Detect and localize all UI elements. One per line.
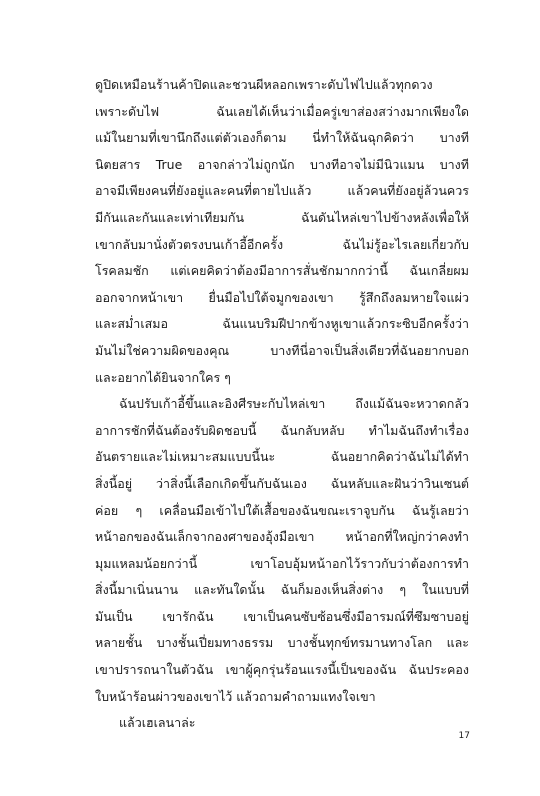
- paragraph-first-line: แล้วเฮเลนาล่ะ: [119, 715, 196, 731]
- text-line: สิ่งนี้อยู่ ว่าสิ่งนี้เลือกเกิดขึ้นกับฉันเอง ฉันหลับและฝันว่าวินเซนต์: [95, 475, 469, 491]
- text-line: เขากลับมานั่งตัวตรงบนเก้าอี้อีกครั้ง ฉันไม่รู้อะไรเลยเกี่ยวกับ: [95, 236, 469, 252]
- text-line: มีกันและกันและเท่าเทียมกัน ฉันดันไหล่เขาไปข้างหลังเพื่อให้: [95, 209, 469, 225]
- text-line: ออกจากหน้าเขา ยื่นมือไปใต้จมูกของเขา รู้สึกถึงลมหายใจแผ่ว: [95, 289, 469, 305]
- text-line: หน้าอกของฉันเล็กจากองศาของอุ้งมือเขา หน้าอกที่ใหญ่กว่าคงทำ: [95, 529, 469, 545]
- text-line: เขาปรารถนาในตัวฉัน เขาผู้คุกรุ่นร้อนแรงนี้เป็นของฉัน ฉันประคอง: [95, 662, 469, 678]
- text-line: นิตยสาร True อาจกล่าวไม่ถูกนัก บางทีอาจไม่มีนิวแมน บางที: [95, 156, 469, 172]
- text-line: ดูปิดเหมือนร้านค้าปิดและชวนผีหลอกเพราะดับไฟไปแล้วทุกดวง: [95, 77, 433, 92]
- text-line: อันตรายและไม่เหมาะสมแบบนี้นะ ฉันอยากคิดว่าฉันไม่ได้ทำ: [95, 449, 469, 465]
- page-number: 17: [458, 731, 470, 741]
- text-line: เพราะดับไฟ ฉันเลยได้เห็นว่าเมื่อครู่เขาส่องสว่างมากเพียงใด: [95, 103, 469, 119]
- text-line: แม้ในยามที่เขานึกถึงแต่ตัวเองก็ตาม นี่ทำให้ฉันฉุกคิดว่า บางที: [95, 130, 469, 146]
- text-line: โรคลมชัก แต่เคยคิดว่าต้องมีอาการสั่นชักมากกว่านี้ ฉันเกลี่ยผม: [95, 263, 469, 279]
- body-text: [95, 72, 469, 737]
- text-line: สิ่งนี้มาเนิ่นนาน และทันใดนั้น ฉันก็มองเห็นสิ่งต่าง ๆ ในแบบที่: [95, 582, 469, 598]
- text-line: อาจมีเพียงคนที่ยังอยู่และคนที่ตายไปแล้ว แล้วคนที่ยังอยู่ล้วนควร: [95, 183, 469, 199]
- text-line: มุมแหลมน้อยกว่านี้ เขาโอบอุ้มหน้าอกไว้ราวกับว่าต้องการทำ: [95, 555, 469, 571]
- text-line: ค่อย ๆ เคลื่อนมือเข้าไปใต้เสื้อของฉันขณะเราจูบกัน ฉันรู้เลยว่า: [95, 502, 469, 518]
- text-line: มันเป็น เขารักฉัน เขาเป็นคนซับซ้อนซึ่งมีอารมณ์ที่ซึมซาบอยู่: [95, 608, 469, 624]
- text-line: หลายชั้น บางชั้นเปี่ยมทางธรรม บางชั้นทุกข์ทรมานทางโลก และ: [95, 635, 469, 651]
- text-line: มันไม่ใช่ความผิดของคุณ บางทีนี่อาจเป็นสิ่งเดียวที่ฉันอยากบอก: [95, 342, 469, 358]
- text-line: ใบหน้าร้อนผ่าวของเขาไว้ แล้วถามคำถามแทงใจเขา: [95, 688, 376, 704]
- paragraph-first-line: ฉันปรับเก้าอี้ขึ้นและอิงศีรษะกับไหล่เขา ถึงแม้ฉันจะหวาดกลัว: [119, 396, 469, 412]
- text-line: อาการชักที่ฉันต้องรับผิดชอบนี้ ฉันกลับหลับ ทำไมฉันถึงทำเรื่อง: [95, 422, 469, 438]
- text-line: และอยากได้ยินจากใคร ๆ: [95, 369, 231, 385]
- text-line: และสม่ำเสมอ ฉันแนบริมฝีปากข้างหูเขาแล้วกระซิบอีกครั้งว่า: [95, 316, 469, 332]
